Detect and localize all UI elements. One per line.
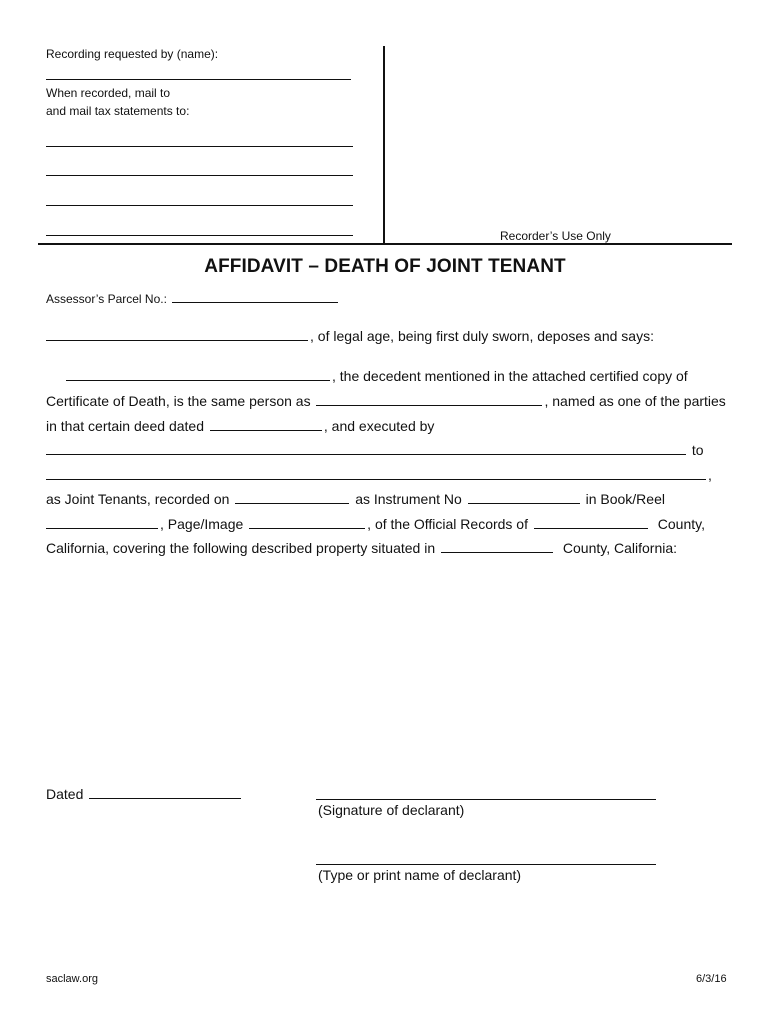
print-name-caption: (Type or print name of declarant) [318, 867, 522, 883]
body-line-9b-text: County, California: [562, 540, 678, 556]
body-line-8b-text: , of the Official Records of [367, 516, 528, 532]
header-vertical-divider [383, 46, 385, 245]
signature-line[interactable] [316, 799, 656, 800]
mail-address-line-3[interactable] [46, 205, 353, 206]
footer-date: 6/3/16 [696, 973, 727, 985]
body-line-4b-text: , and executed by [323, 418, 435, 434]
body-line-5-text: to [691, 442, 704, 458]
body-line-5 [46, 442, 704, 458]
grantee-blank[interactable] [46, 467, 706, 480]
same-person-blank[interactable] [316, 393, 542, 406]
body-line-1-text: , of legal age, being first duly sworn, deposes and says: [310, 328, 654, 344]
body-line-1 [46, 328, 654, 344]
body-line-7 [46, 491, 665, 507]
body-line-7c-text: in Book/Reel [585, 491, 665, 507]
body-line-2-text: , the decedent mentioned in the attached certified copy of [332, 368, 688, 384]
body-line-3b-text: , named as one of the parties [544, 393, 726, 409]
signature-caption: (Signature of declarant) [318, 802, 465, 818]
body-line-6-text: , [708, 467, 712, 483]
body-line-8c-text: County, [657, 516, 705, 532]
executed-by-blank[interactable] [46, 442, 686, 455]
body-line-6 [46, 467, 712, 483]
dated-blank[interactable] [89, 786, 241, 799]
body-line-3a-text: Certificate of Death, is the same person as [46, 393, 311, 409]
records-county-blank[interactable] [534, 516, 648, 529]
print-name-line[interactable] [316, 864, 656, 865]
recorded-on-blank[interactable] [235, 491, 349, 504]
body-line-4a-text: in that certain deed dated [46, 418, 205, 434]
decedent-name-blank[interactable] [66, 368, 330, 381]
mail-address-line-1[interactable] [46, 146, 353, 147]
deed-date-blank[interactable] [210, 418, 322, 431]
body-line-2 [66, 368, 688, 384]
dated-label: Dated [46, 786, 84, 802]
parcel-row [46, 290, 340, 306]
body-line-4 [46, 418, 434, 434]
body-line-7a-text: as Joint Tenants, recorded on [46, 491, 230, 507]
recording-requested-line[interactable] [46, 79, 351, 80]
parcel-label: Assessor’s Parcel No.: [46, 292, 167, 306]
body-line-3 [46, 393, 726, 409]
property-county-blank[interactable] [441, 540, 553, 553]
recording-requested-label: Recording requested by (name): [46, 47, 219, 61]
when-recorded-label-line2: and mail tax statements to: [46, 104, 190, 118]
body-line-9a-text: California, covering the following described property situated in [46, 540, 436, 556]
body-line-7b-text: as Instrument No [355, 491, 462, 507]
book-reel-blank[interactable] [46, 516, 158, 529]
when-recorded-label-line1: When recorded, mail to [46, 86, 171, 100]
footer-website: saclaw.org [46, 973, 98, 985]
page-image-blank[interactable] [249, 516, 365, 529]
mail-address-line-4[interactable] [46, 235, 353, 236]
parcel-number-blank[interactable] [172, 290, 338, 303]
body-line-8a-text: , Page/Image [160, 516, 244, 532]
body-line-8 [46, 516, 705, 532]
declarant-name-blank[interactable] [46, 328, 308, 341]
instrument-no-blank[interactable] [468, 491, 580, 504]
recorders-use-only-label: Recorder’s Use Only [500, 229, 611, 243]
dated-row [46, 786, 243, 802]
header-bottom-divider [38, 243, 732, 245]
document-title: AFFIDAVIT – DEATH OF JOINT TENANT [204, 256, 566, 277]
mail-address-line-2[interactable] [46, 175, 353, 176]
body-line-9 [46, 540, 677, 556]
